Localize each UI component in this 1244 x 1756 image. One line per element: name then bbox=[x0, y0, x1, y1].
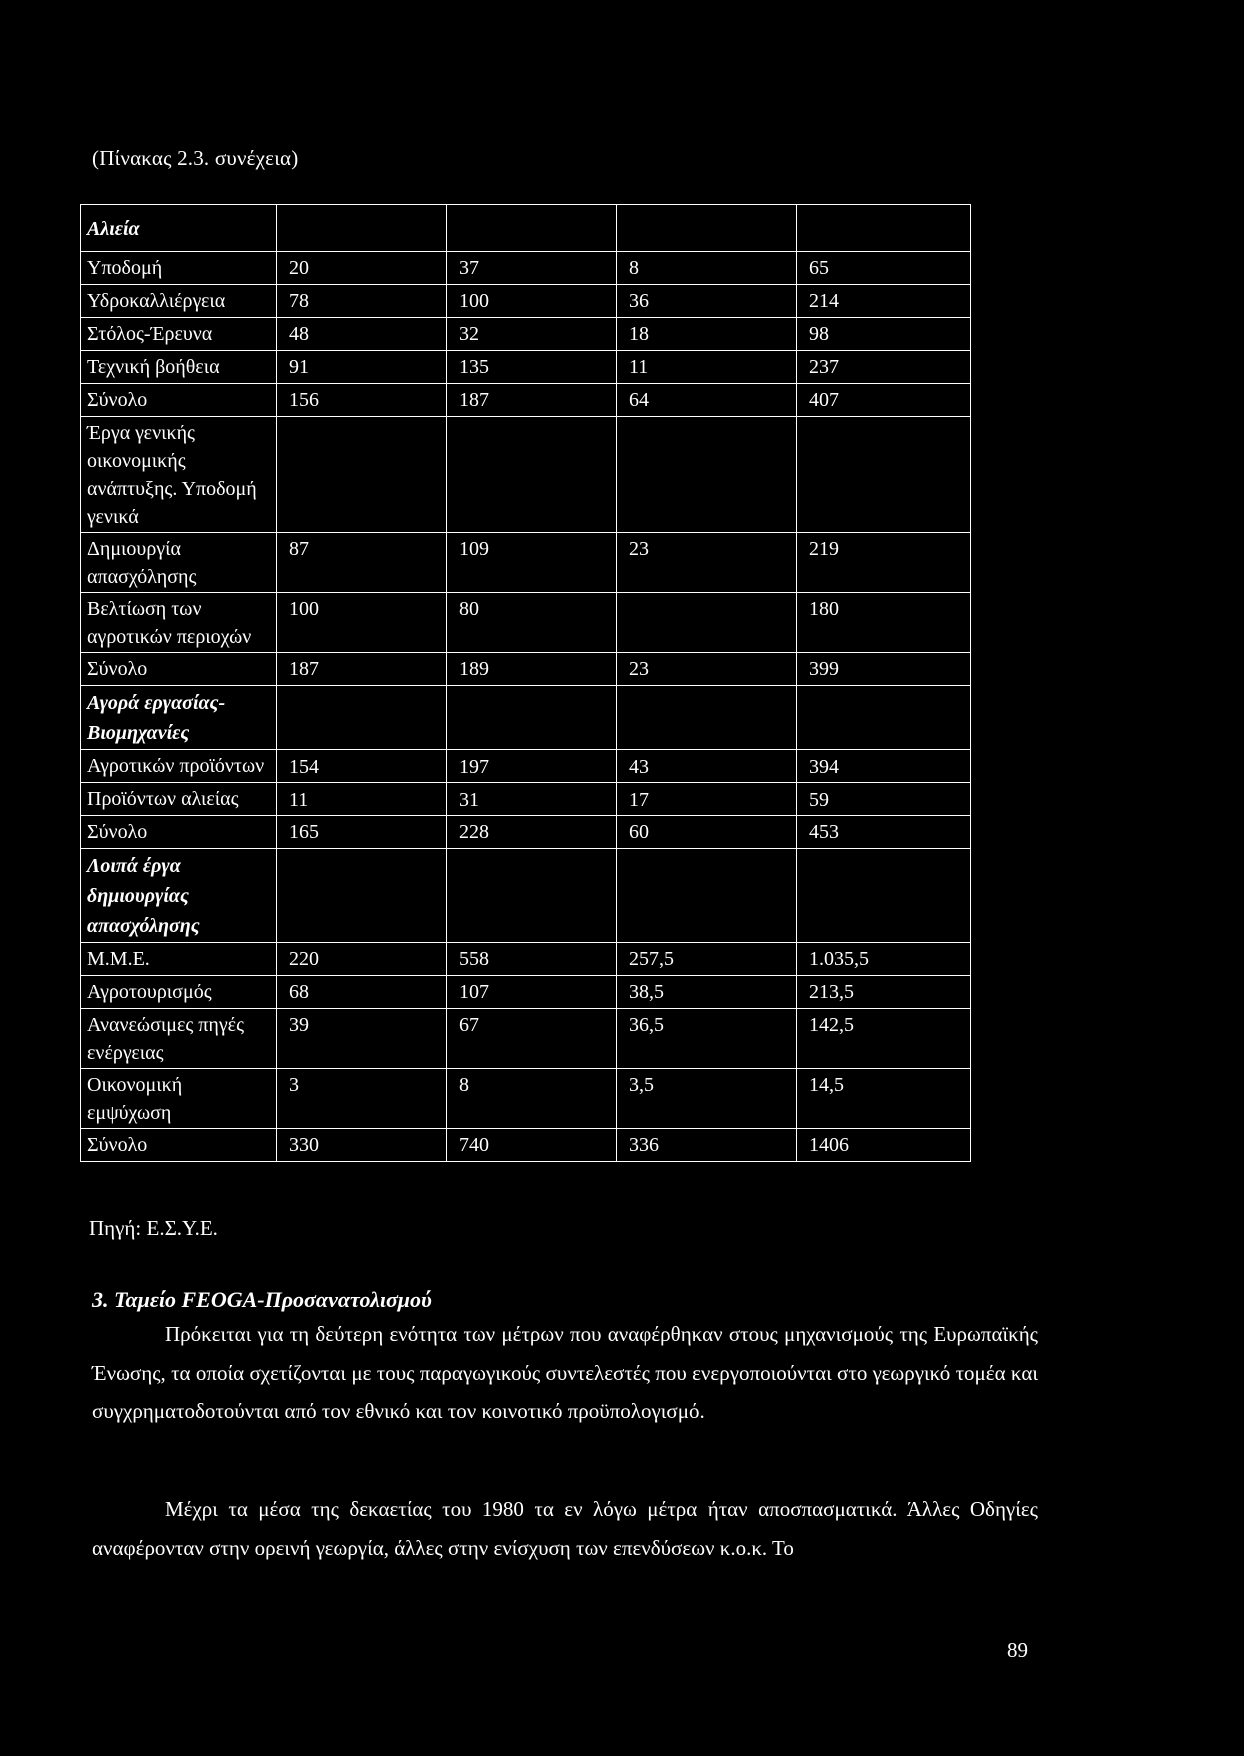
value-cell: 38,5 bbox=[617, 976, 797, 1009]
paragraph-2: Μέχρι τα μέσα της δεκαετίας του 1980 τα εν λόγω μέτρα ήταν αποσπασματικά. Άλλες Οδηγίες αναφέρονταν στην ορεινή γεωργία, άλλες στην ενίσχυση των επενδύσεων κ.ο.κ. Το bbox=[92, 1497, 1038, 1560]
row-label: Ανανεώσιμες πηγές ενέργειας bbox=[81, 1009, 277, 1069]
value-cell: 220 bbox=[277, 943, 447, 976]
value-cell: 180 bbox=[797, 593, 971, 653]
value-cell: 67 bbox=[447, 1009, 617, 1069]
row-label: Τεχνική βοήθεια bbox=[81, 351, 277, 384]
value-cell: 142,5 bbox=[797, 1009, 971, 1069]
table-row bbox=[81, 318, 971, 351]
value-cell bbox=[277, 205, 447, 252]
value-cell: 336 bbox=[617, 1129, 797, 1162]
value-cell: 20 bbox=[277, 252, 447, 285]
value-cell: 189 bbox=[447, 653, 617, 686]
row-label: Υδροκαλλιέργεια bbox=[81, 285, 277, 318]
value-cell: 214 bbox=[797, 285, 971, 318]
value-cell: 48 bbox=[277, 318, 447, 351]
value-cell bbox=[447, 205, 617, 252]
value-cell: 23 bbox=[617, 653, 797, 686]
value-cell: 740 bbox=[447, 1129, 617, 1162]
value-cell bbox=[447, 686, 617, 750]
page-number: 89 bbox=[1007, 1638, 1028, 1662]
table-row bbox=[81, 285, 971, 318]
table-row bbox=[81, 849, 971, 943]
value-cell: 87 bbox=[277, 533, 447, 593]
value-cell: 59 bbox=[797, 783, 971, 816]
value-cell: 228 bbox=[447, 816, 617, 849]
value-cell: 156 bbox=[277, 384, 447, 417]
table-row bbox=[81, 384, 971, 417]
value-cell: 8 bbox=[447, 1069, 617, 1129]
row-label: Αγροτικών προϊόντων bbox=[81, 750, 277, 783]
value-cell: 3 bbox=[277, 1069, 447, 1129]
source-note: Πηγή: Ε.Σ.Υ.Ε. bbox=[89, 1216, 218, 1240]
value-cell: 18 bbox=[617, 318, 797, 351]
row-label: Αλιεία bbox=[81, 205, 277, 252]
value-cell bbox=[617, 593, 797, 653]
value-cell: 1.035,5 bbox=[797, 943, 971, 976]
value-cell bbox=[277, 417, 447, 533]
value-cell bbox=[617, 849, 797, 943]
row-label: Οικονομική εμψύχωση bbox=[81, 1069, 277, 1129]
row-label: Υποδομή bbox=[81, 252, 277, 285]
table-row bbox=[81, 1009, 971, 1069]
row-label: Λοιπά έργα δημιουργίας απασχόλησης bbox=[81, 849, 277, 943]
row-label: Αγροτουρισμός bbox=[81, 976, 277, 1009]
value-cell: 453 bbox=[797, 816, 971, 849]
value-cell: 36 bbox=[617, 285, 797, 318]
value-cell: 68 bbox=[277, 976, 447, 1009]
row-label: Μ.Μ.Ε. bbox=[81, 943, 277, 976]
row-label: Σύνολο bbox=[81, 1129, 277, 1162]
value-cell bbox=[617, 417, 797, 533]
value-cell: 558 bbox=[447, 943, 617, 976]
row-label: Βελτίωση των αγροτικών περιοχών bbox=[81, 593, 277, 653]
value-cell: 100 bbox=[447, 285, 617, 318]
value-cell: 3,5 bbox=[617, 1069, 797, 1129]
value-cell bbox=[617, 205, 797, 252]
table-row bbox=[81, 1069, 971, 1129]
value-cell: 407 bbox=[797, 384, 971, 417]
row-label: Σύνολο bbox=[81, 816, 277, 849]
row-label: Σύνολο bbox=[81, 384, 277, 417]
value-cell: 37 bbox=[447, 252, 617, 285]
value-cell: 39 bbox=[277, 1009, 447, 1069]
value-cell: 17 bbox=[617, 783, 797, 816]
table-row bbox=[81, 417, 971, 533]
value-cell: 257,5 bbox=[617, 943, 797, 976]
table-row bbox=[81, 976, 971, 1009]
value-cell: 197 bbox=[447, 750, 617, 783]
value-cell: 11 bbox=[617, 351, 797, 384]
table-row bbox=[81, 816, 971, 849]
table-row bbox=[81, 593, 971, 653]
table-row bbox=[81, 943, 971, 976]
value-cell: 135 bbox=[447, 351, 617, 384]
value-cell: 100 bbox=[277, 593, 447, 653]
value-cell bbox=[447, 849, 617, 943]
value-cell: 187 bbox=[447, 384, 617, 417]
value-cell: 330 bbox=[277, 1129, 447, 1162]
value-cell: 64 bbox=[617, 384, 797, 417]
row-label: Αγορά εργασίας-Βιομηχανίες bbox=[81, 686, 277, 750]
value-cell: 91 bbox=[277, 351, 447, 384]
value-cell: 187 bbox=[277, 653, 447, 686]
table-caption: (Πίνακας 2.3. συνέχεια) bbox=[92, 146, 299, 170]
section-heading: 3. Ταμείο FEOGA-Προσανατολισμού bbox=[92, 1287, 432, 1312]
value-cell bbox=[447, 417, 617, 533]
table-row bbox=[81, 252, 971, 285]
value-cell: 43 bbox=[617, 750, 797, 783]
row-label: Προϊόντων αλιείας bbox=[81, 783, 277, 816]
value-cell: 14,5 bbox=[797, 1069, 971, 1129]
value-cell: 78 bbox=[277, 285, 447, 318]
value-cell: 237 bbox=[797, 351, 971, 384]
value-cell: 219 bbox=[797, 533, 971, 593]
value-cell bbox=[617, 686, 797, 750]
value-cell: 165 bbox=[277, 816, 447, 849]
value-cell bbox=[797, 686, 971, 750]
value-cell: 60 bbox=[617, 816, 797, 849]
value-cell: 32 bbox=[447, 318, 617, 351]
table-row bbox=[81, 351, 971, 384]
row-label: Δημιουργία απασχόλησης bbox=[81, 533, 277, 593]
value-cell: 213,5 bbox=[797, 976, 971, 1009]
row-label: Έργα γενικής οικονομικής ανάπτυξης. Υποδομή γενικά bbox=[81, 417, 277, 533]
value-cell: 8 bbox=[617, 252, 797, 285]
value-cell: 394 bbox=[797, 750, 971, 783]
table-row bbox=[81, 533, 971, 593]
value-cell: 109 bbox=[447, 533, 617, 593]
value-cell: 23 bbox=[617, 533, 797, 593]
value-cell: 31 bbox=[447, 783, 617, 816]
value-cell bbox=[797, 417, 971, 533]
value-cell: 98 bbox=[797, 318, 971, 351]
row-label: Στόλος-Έρευνα bbox=[81, 318, 277, 351]
value-cell: 1406 bbox=[797, 1129, 971, 1162]
value-cell: 154 bbox=[277, 750, 447, 783]
table-row bbox=[81, 1129, 971, 1162]
value-cell: 36,5 bbox=[617, 1009, 797, 1069]
table-row bbox=[81, 783, 971, 816]
value-cell: 399 bbox=[797, 653, 971, 686]
value-cell: 65 bbox=[797, 252, 971, 285]
table-row bbox=[81, 653, 971, 686]
paragraph-1: Πρόκειται για τη δεύτερη ενότητα των μέτρων που αναφέρθηκαν στους μηχανισμούς της Ευρωπαϊκής Ένωσης, τα οποία σχετίζονται με τους παραγωγικούς συντελεστές που ενεργοποιούνται στο γεωργικό τομέα και συγχρηματοδοτούνται από τον εθνικό και τον κοινοτικό προϋπολογισμό. bbox=[92, 1322, 1038, 1423]
table-row bbox=[81, 205, 971, 252]
value-cell bbox=[797, 849, 971, 943]
value-cell: 80 bbox=[447, 593, 617, 653]
value-cell bbox=[797, 205, 971, 252]
value-cell bbox=[277, 849, 447, 943]
value-cell: 107 bbox=[447, 976, 617, 1009]
funding-table bbox=[80, 204, 971, 1162]
table-row bbox=[81, 686, 971, 750]
value-cell bbox=[277, 686, 447, 750]
table-row bbox=[81, 750, 971, 783]
value-cell: 11 bbox=[277, 783, 447, 816]
row-label: Σύνολο bbox=[81, 653, 277, 686]
